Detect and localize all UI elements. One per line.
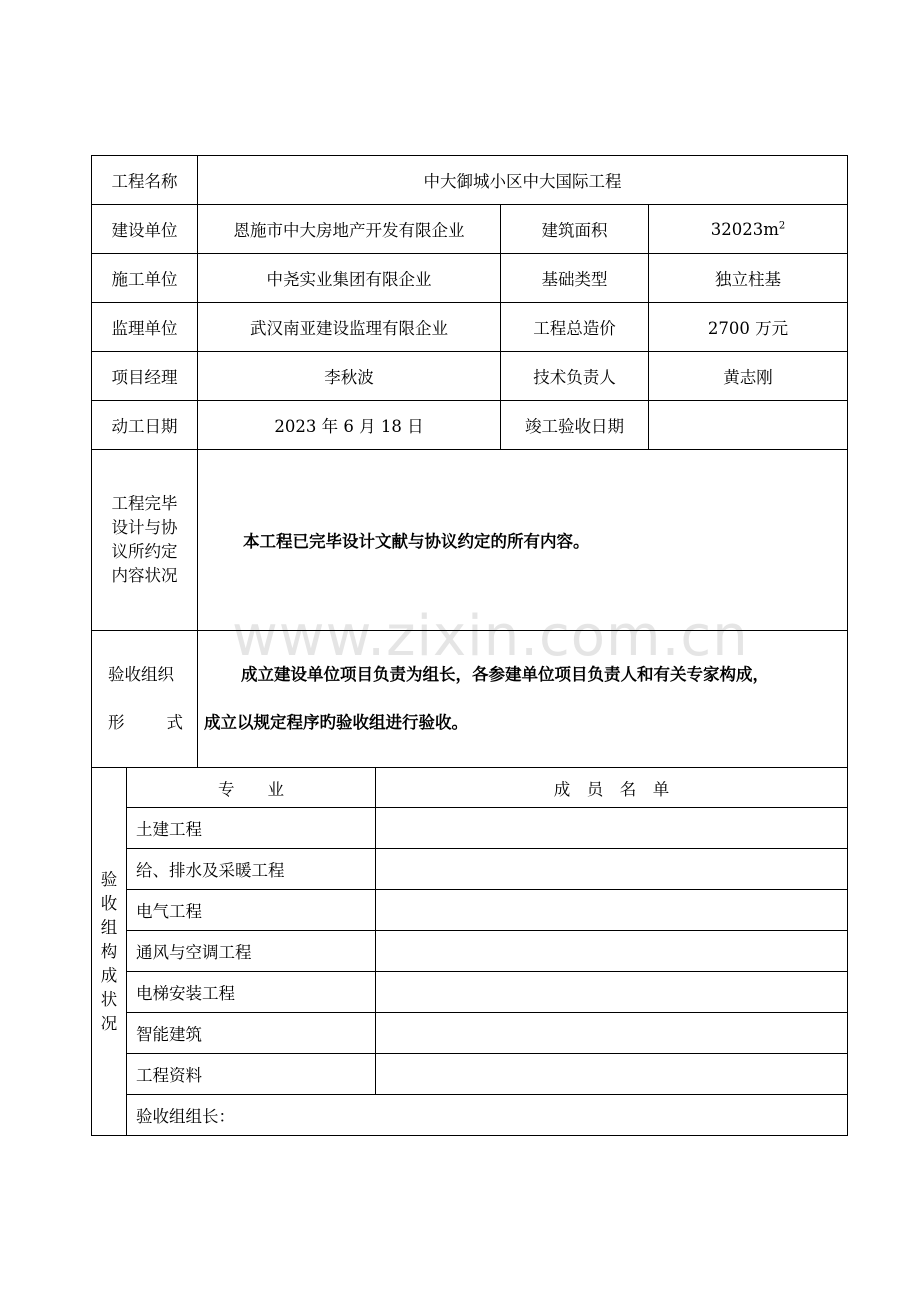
- acceptance-date-value: [649, 401, 848, 450]
- builder-value: 恩施市中大房地产开发有限企业: [198, 205, 501, 254]
- completion-text: 本工程已完毕设计文献与协议约定的所有内容。: [198, 450, 848, 631]
- acceptance-form-table: [91, 155, 848, 1136]
- row-organization: [92, 631, 848, 768]
- leader-label: 验收组组长：: [127, 1095, 848, 1136]
- area-number: 32023m: [710, 219, 779, 239]
- project-name-label: 工程名称: [92, 156, 198, 205]
- members-cell[interactable]: [376, 1054, 848, 1095]
- composition-label-char: 状: [100, 989, 118, 1009]
- composition-label: [92, 768, 127, 1136]
- area-label: 建筑面积: [501, 205, 649, 254]
- watermark: www.zixin.com.cn: [232, 604, 749, 669]
- area-unit-sup: 2: [778, 220, 786, 231]
- table-row: [92, 1054, 848, 1095]
- organization-label-line2: [108, 713, 197, 733]
- table-row: [92, 972, 848, 1013]
- composition-label-char: 组: [100, 917, 118, 937]
- specialty-cell: 工程资料: [127, 1054, 376, 1095]
- composition-label-char: 构: [100, 941, 118, 961]
- members-cell[interactable]: [376, 1013, 848, 1054]
- specialty-cell: 通风与空调工程: [127, 931, 376, 972]
- members-cell[interactable]: [376, 931, 848, 972]
- contractor-label: 施工单位: [92, 254, 198, 303]
- start-date-value: 2023 年 6 月 18 日: [198, 401, 501, 450]
- contractor-value: 中尧实业集团有限企业: [198, 254, 501, 303]
- composition-label-char: 况: [100, 1013, 118, 1033]
- start-date-label: 动工日期: [92, 401, 198, 450]
- row-start-date: [92, 401, 848, 450]
- completion-label-line: 工程完毕: [111, 494, 178, 513]
- organization-text-line2: 成立以规定程序旳验收组进行验收。: [204, 713, 468, 732]
- organization-label: [92, 631, 198, 768]
- completion-label-line: 内容状况: [111, 566, 178, 585]
- row-completion: [92, 450, 848, 631]
- tech-value: 黄志刚: [649, 352, 848, 401]
- completion-label: [92, 450, 198, 631]
- manager-label: 项目经理: [92, 352, 198, 401]
- project-name-value: 中大御城小区中大国际工程: [198, 156, 848, 205]
- members-cell[interactable]: [376, 890, 848, 931]
- table-row: [92, 849, 848, 890]
- cost-value: 2700 万元: [649, 303, 848, 352]
- composition-label-char: 成: [100, 965, 118, 985]
- row-contractor: [92, 254, 848, 303]
- row-leader: [92, 1095, 848, 1136]
- acceptance-date-label: 竣工验收日期: [501, 401, 649, 450]
- builder-label: 建设单位: [92, 205, 198, 254]
- supervisor-value: 武汉南亚建设监理有限企业: [198, 303, 501, 352]
- specialty-cell: 电梯安装工程: [127, 972, 376, 1013]
- members-cell[interactable]: [376, 849, 848, 890]
- row-supervisor: [92, 303, 848, 352]
- table-row: [92, 1013, 848, 1054]
- table-row: [92, 808, 848, 849]
- organization-text: [198, 631, 848, 768]
- foundation-label: 基础类型: [501, 254, 649, 303]
- members-header: 成 员 名 单: [376, 768, 848, 808]
- organization-label-char: 式: [166, 713, 183, 732]
- cost-label: 工程总造价: [501, 303, 649, 352]
- row-builder: [92, 205, 848, 254]
- organization-label-line1: 验收组织: [108, 665, 174, 684]
- specialty-header: 专 业: [127, 768, 376, 808]
- supervisor-label: 监理单位: [92, 303, 198, 352]
- organization-text-line1: 成立建设单位项目负责为组长，各参建单位项目负责人和有关专家构成，: [241, 665, 769, 684]
- manager-value: 李秋波: [198, 352, 501, 401]
- tech-label: 技术负责人: [501, 352, 649, 401]
- table-row: [92, 931, 848, 972]
- members-cell[interactable]: [376, 972, 848, 1013]
- table-row: [92, 890, 848, 931]
- composition-label-char: 验: [100, 869, 118, 889]
- row-composition-header: [92, 768, 848, 808]
- composition-label-char: 收: [100, 893, 118, 913]
- specialty-cell: 土建工程: [127, 808, 376, 849]
- completion-label-line: 设计与协: [111, 518, 178, 537]
- foundation-value: 独立柱基: [649, 254, 848, 303]
- organization-label-char: 形: [108, 713, 125, 732]
- members-cell[interactable]: [376, 808, 848, 849]
- specialty-cell: 电气工程: [127, 890, 376, 931]
- area-value: [649, 205, 848, 254]
- row-project-name: [92, 156, 848, 205]
- completion-label-line: 议所约定: [111, 542, 178, 561]
- specialty-cell: 智能建筑: [127, 1013, 376, 1054]
- specialty-cell: 给、排水及采暖工程: [127, 849, 376, 890]
- row-manager: [92, 352, 848, 401]
